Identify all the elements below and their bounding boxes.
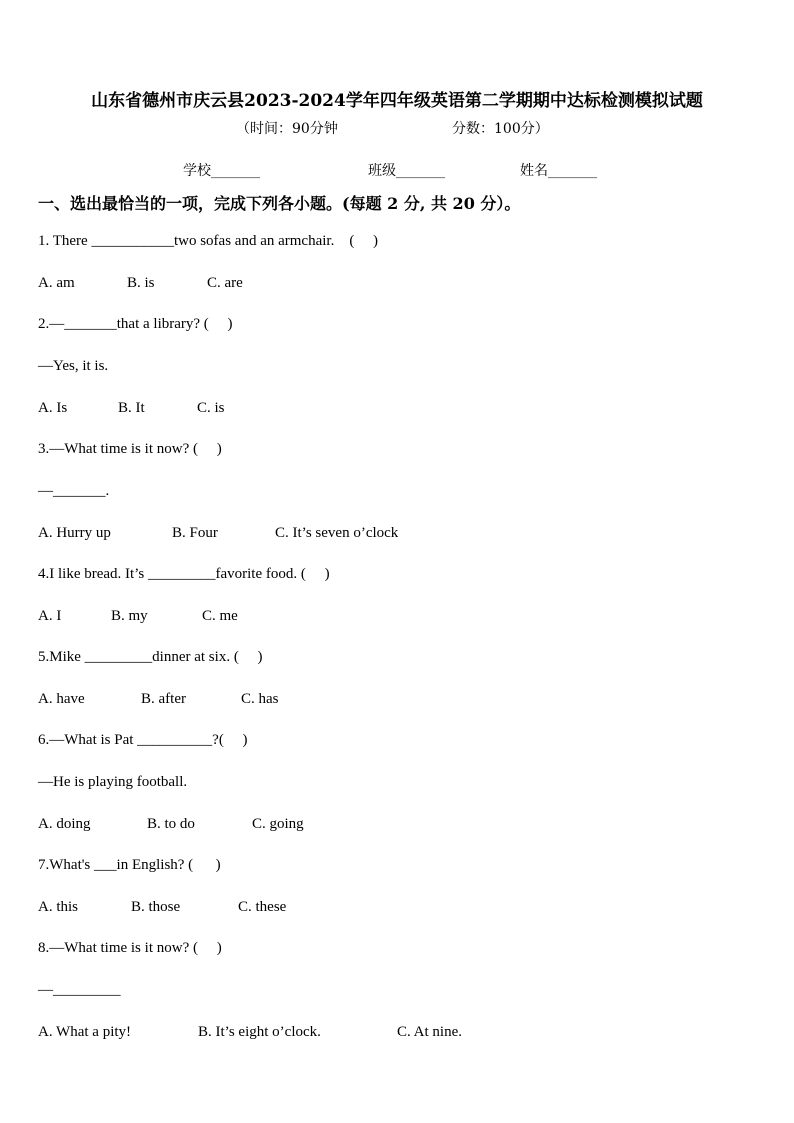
option-b[interactable]: B. after	[141, 691, 186, 707]
question-2-reply: —Yes, it is.	[38, 358, 109, 374]
option-c[interactable]: C. me	[202, 608, 238, 624]
option-b[interactable]: B. my	[111, 608, 148, 624]
option-a[interactable]: A. have	[38, 691, 85, 707]
exam-score: 分数：100分）	[452, 121, 549, 137]
question-5-stem: 5.Mike _________dinner at six. ( )	[38, 649, 263, 665]
option-b[interactable]: B. is	[127, 275, 155, 291]
option-a[interactable]: A. Is	[38, 400, 68, 416]
option-b[interactable]: B. those	[131, 899, 181, 915]
exam-time: （时间：90分钟	[236, 121, 338, 137]
school-field[interactable]: 学校_______	[183, 163, 260, 179]
option-a[interactable]: A. What a pity!	[38, 1024, 132, 1040]
option-b[interactable]: B. Four	[172, 525, 218, 541]
question-7-stem: 7.What's ___in English? ( )	[38, 857, 221, 873]
question-3-reply: —_______.	[38, 483, 110, 499]
option-a[interactable]: A. doing	[38, 816, 91, 832]
exam-title: 山东省德州市庆云县2023-2024学年四年级英语第二学期期中达标检测模拟试题	[91, 91, 703, 111]
question-4-stem: 4.I like bread. It’s _________favorite food. ( )	[38, 566, 330, 582]
option-c[interactable]: C. are	[207, 275, 243, 291]
option-c[interactable]: C. is	[197, 400, 225, 416]
option-c[interactable]: C. has	[241, 691, 279, 707]
option-a[interactable]: A. am	[38, 275, 75, 291]
section-heading: 一、选出最恰当的一项，完成下列各小题。(每题 2 分, 共 20 分）。	[38, 194, 521, 213]
option-b[interactable]: B. to do	[147, 816, 195, 832]
question-2-stem: 2.—_______that a library? ( )	[38, 316, 233, 332]
option-b[interactable]: B. It	[118, 400, 145, 416]
question-8-reply: —_________	[38, 982, 121, 998]
option-a[interactable]: A. I	[38, 608, 62, 624]
question-8-stem: 8.—What time is it now? ( )	[38, 940, 222, 956]
option-c[interactable]: C. At nine.	[397, 1024, 463, 1040]
option-c[interactable]: C. It’s seven o’clock	[275, 525, 399, 541]
question-1-stem: 1. There ___________two sofas and an armchair. ( )	[38, 233, 379, 249]
question-6-reply: —He is playing football.	[38, 774, 188, 790]
option-a[interactable]: A. this	[38, 899, 79, 915]
option-a[interactable]: A. Hurry up	[38, 525, 111, 541]
option-b[interactable]: B. It’s eight o’clock.	[198, 1024, 321, 1040]
name-field[interactable]: 姓名_______	[520, 163, 597, 179]
question-3-stem: 3.—What time is it now? ( )	[38, 441, 222, 457]
class-field[interactable]: 班级_______	[368, 163, 445, 179]
option-c[interactable]: C. going	[252, 816, 304, 832]
option-c[interactable]: C. these	[238, 899, 287, 915]
question-6-stem: 6.—What is Pat __________?( )	[38, 732, 248, 748]
